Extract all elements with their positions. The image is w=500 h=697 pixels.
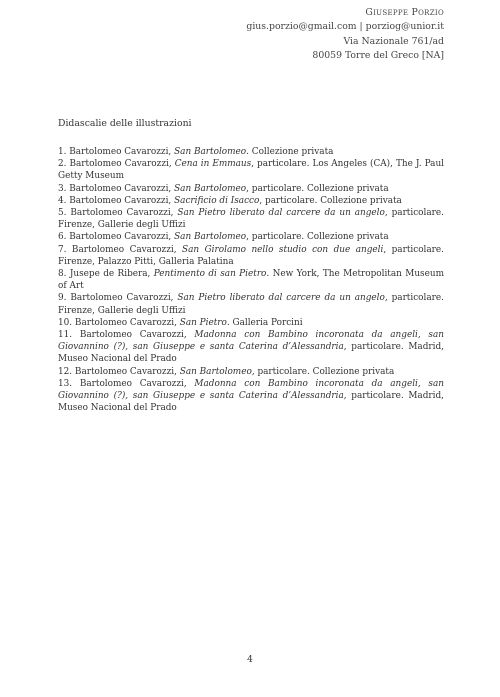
caption-item: 13. Bartolomeo Cavarozzi, Madonna con Bambino incoronata da angeli, san Giovannino (?), san Giuseppe e santa Caterina d’Alessandria, particolare. Madrid, Museo Nacional del Prado: [58, 378, 444, 414]
caption-item: 1. Bartolomeo Cavarozzi, San Bartolomeo. Collezione privata: [58, 147, 334, 157]
section-title: Didascalie delle illustrazioni: [58, 118, 192, 129]
caption-item: 8. Jusepe de Ribera, Pentimento di san Pietro. New York, The Metropolitan Museum of Art: [58, 269, 444, 292]
caption-item: 3. Bartolomeo Cavarozzi, San Bartolomeo, particolare. Collezione privata: [58, 183, 389, 194]
caption-item: 6. Bartolomeo Cavarozzi, San Bartolomeo, particolare. Collezione privata: [58, 232, 389, 243]
caption-item: 11. Bartolomeo Cavarozzi, Madonna con Bambino incoronata da angeli, san Giovannino (?), san Giuseppe e santa Caterina d’Alessandria, particolare. Madrid, Museo Nacional del Prado: [58, 330, 444, 365]
author-name: Giuseppe Porzio: [365, 7, 444, 18]
author-city: 80059 Torre del Greco [NA]: [312, 50, 444, 62]
author-email: gius.porzio@gmail.com | porziog@unior.it: [246, 21, 444, 33]
caption-item: 2. Bartolomeo Cavarozzi, Cena in Emmaus, particolare. Los Angeles (CA), The J. Paul Getty Museum: [58, 159, 445, 182]
caption-item: 4. Bartolomeo Cavarozzi, Sacrificio di Isacco, particolare. Collezione privata: [58, 195, 402, 206]
caption-item: 12. Bartolomeo Cavarozzi, San Bartolomeo, particolare. Collezione privata: [58, 366, 395, 377]
caption-item: 7. Bartolomeo Cavarozzi, San Girolamo nello studio con due angeli, particolare. Firenze, Palazzo Pitti, Galleria Palatina: [58, 244, 444, 267]
captions-list: [58, 146, 444, 414]
caption-item: 9. Bartolomeo Cavarozzi, San Pietro liberato dal carcere da un angelo, particolare. Firenze, Gallerie degli Uffizi: [58, 293, 444, 316]
letterhead: [246, 6, 444, 64]
caption-item: 5. Bartolomeo Cavarozzi, San Pietro liberato dal carcere da un angelo, particolare. Firenze, Gallerie degli Uffizi: [58, 208, 444, 231]
caption-item: 10. Bartolomeo Cavarozzi, San Pietro. Galleria Porcini: [58, 317, 303, 328]
page-number: 4: [247, 655, 253, 665]
author-street: Via Nazionale 761/ad: [343, 35, 444, 47]
